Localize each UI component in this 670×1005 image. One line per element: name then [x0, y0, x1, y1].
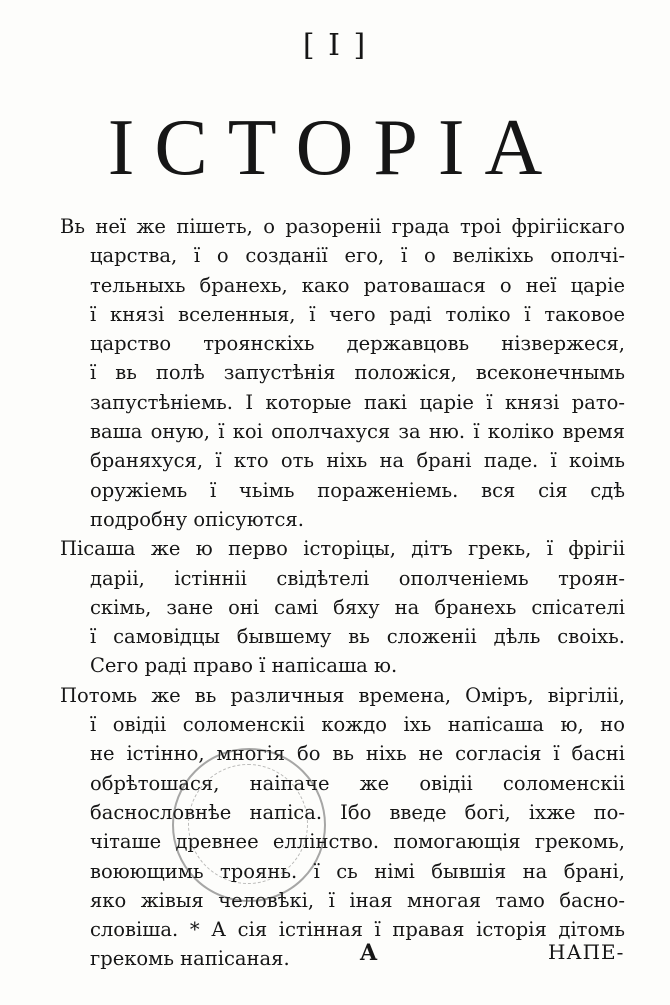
text-line: грекомь напісаная. — [90, 947, 290, 971]
text-line: ї овідіі соломенскіі кождо іхь напісаша ю, но — [90, 713, 625, 737]
text-line: Вь неї же пішеть, о разореніі града троі фрігііскаго — [60, 215, 625, 238]
text-line: чіташе древнее еллінство. помогающія грекомь, — [90, 830, 625, 854]
page-title: ІСТОРІА — [107, 104, 563, 192]
text-line: тельныхь бранехь, како ратовашася о неї царіе — [90, 273, 625, 297]
text-line: ї самовідцы бывшему вь сложеніі дѣль своіхь. — [90, 625, 625, 649]
text-line: обрѣтошася, наіпаче же овідіі соломенскіі — [90, 771, 625, 795]
text-line: воюющимь троянь. ї сь німі бывшія на брані, — [90, 859, 625, 883]
text-line: скімь, зане оні самі бяху на бранехь спісателі — [90, 595, 625, 619]
body-text — [60, 212, 625, 974]
text-line: словіша. * А сія істінная ї правая історія дітомь — [90, 918, 625, 942]
text-line: браняхуся, ї кто оть ніхь на брані паде. ї коімь — [90, 449, 625, 473]
page-footer — [0, 940, 670, 980]
text-line: царство троянскіхь державцовь нізвержеся, — [90, 332, 625, 356]
text-line: Потомь же вь различныя времена, Оміръ, віргіліі, — [60, 683, 625, 707]
page-number: [ I ] — [302, 28, 368, 63]
catchword: НАПЕ- — [548, 940, 625, 964]
text-line: Сего раді право ї напісаша ю. — [90, 654, 398, 678]
text-line: оружіемь ї чьімь пораженіемь. вся сія сдѣ — [90, 478, 625, 502]
text-line: запустѣніемь. І которые пакі царіе ї князі рато- — [90, 390, 625, 414]
text-line: даріі, істінніі свідѣтелі ополченіемь троян- — [90, 566, 625, 590]
text-line: яко жівыя человѣкі, ї іная многая тамо басно- — [90, 888, 625, 912]
text-line: царства, ї о созданії его, ї о велікіхь ополчі- — [90, 244, 625, 268]
text-line: ваша оную, ї коі ополчахуся за ню. ї коліко время — [90, 420, 625, 444]
text-line: подробну опісуются. — [90, 507, 304, 531]
text-line: ї князі вселенныя, ї чего раді толіко ї таковое — [90, 302, 625, 326]
signature-mark: A — [360, 940, 378, 966]
text-line: не істінно, многія бо вь ніхь не согласія ї басні — [90, 742, 625, 766]
text-line: ї вь полѣ запустѣнія положіся, всеконечнымь — [90, 361, 625, 385]
text-line: Пісаша же ю перво історіцы, дітъ грекь, ї фрігіі — [60, 537, 625, 561]
text-line: баснословнѣе напіса. Ібо введе богі, іхже по- — [90, 800, 625, 824]
